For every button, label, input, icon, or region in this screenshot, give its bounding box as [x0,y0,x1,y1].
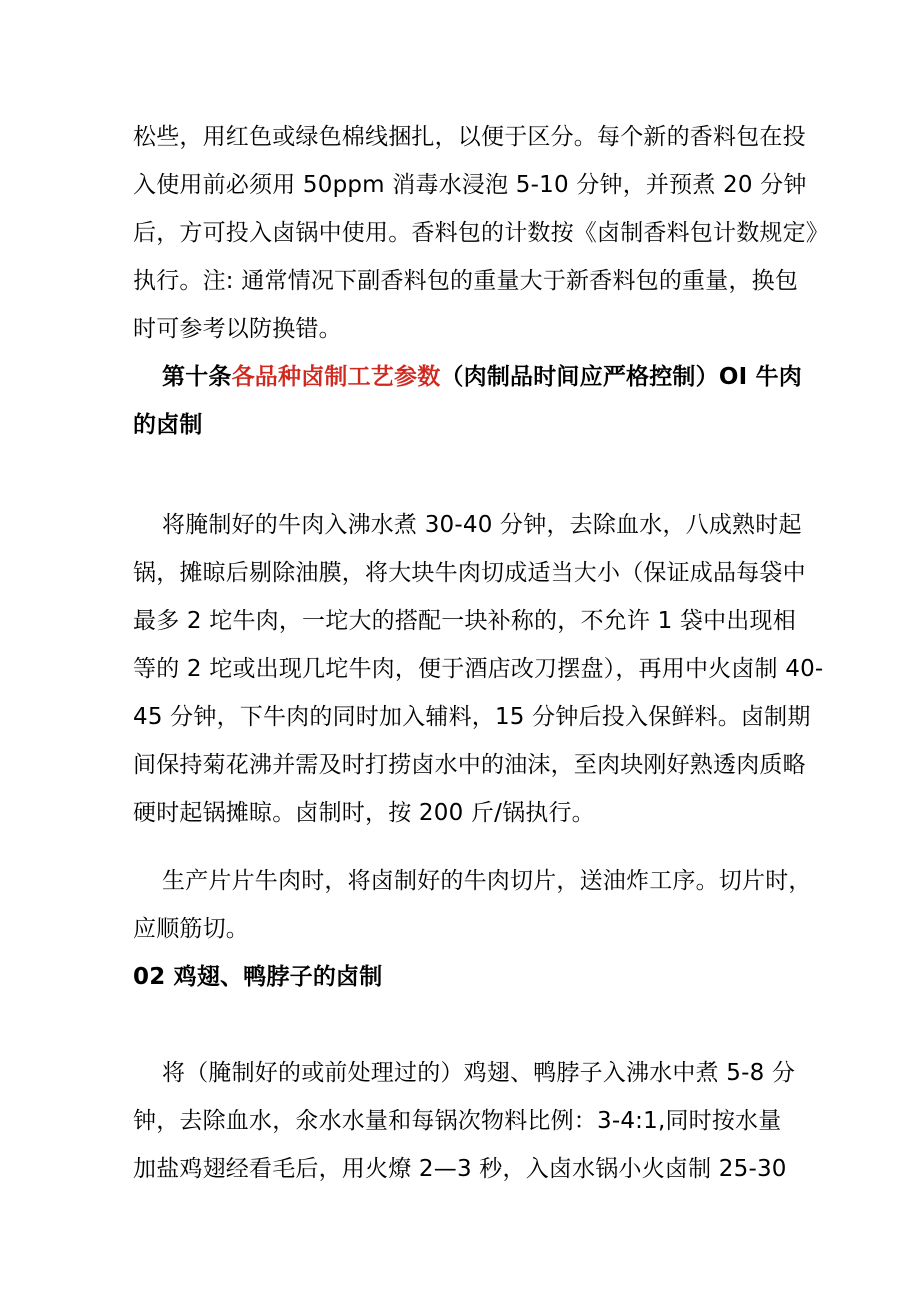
paragraph-line: 45 分钟，下牛肉的同时加入辅料，15 分钟后投入保鲜料。卤制期 [133,704,811,730]
paragraph-line: 间保持菊花沸并需及时打捞卤水中的油沫，至肉块刚好熟透肉质略 [133,752,806,778]
paragraph-line: 时可参考以防换错。 [133,316,342,342]
paragraph-line: 执行。注: 通常情况下副香料包的重量大于新香料包的重量，换包 [133,268,799,294]
paragraph-line: 松些，用红色或绿色棉线捆扎，以便于区分。每个新的香料包在投 [133,124,806,150]
paragraph-line: 生产片片牛肉时，将卤制好的牛肉切片，送油炸工序。切片时， [162,868,812,894]
paragraph-line: 最多 2 坨牛肉，一坨大的搭配一块补称的，不允许 1 袋中出现相 [133,608,796,634]
paragraph-line: 钟，去除血水，氽水水量和每锅次物料比例：3-4:1,同时按水量 [133,1108,782,1134]
paragraph-line: 加盐鸡翅经看毛后，用火燎 2—3 秒，入卤水锅小火卤制 25-30 [133,1156,787,1182]
paragraph-line: 后，方可投入卤锅中使用。香料包的计数按《卤制香料包计数规定》 [133,220,829,246]
section-heading: 02 鸡翅、鸭脖子的卤制 [133,964,383,990]
heading-prefix: 第十条 [162,364,232,390]
heading-highlight: 各品种卤制工艺参数 [231,364,441,390]
heading-suffix: （肉制品时间应严格控制）OI 牛肉 [440,364,802,390]
paragraph-line: 入使用前必须用 50ppm 消毒水浸泡 5-10 分钟，并预煮 20 分钟 [133,172,807,198]
paragraph-line: 应顺筋切。 [133,916,249,942]
paragraph-line: 等的 2 坨或出现几坨牛肉，便于酒店改刀摆盘），再用中火卤制 40- [133,656,824,682]
section-heading [162,361,802,393]
paragraph-line: 硬时起锅摊晾。卤制时，按 200 斤/锅执行。 [133,800,595,826]
paragraph-line: 锅，摊晾后剔除油膜，将大块牛肉切成适当大小（保证成品每袋中 [133,560,806,586]
section-heading-line2: 的卤制 [133,412,203,438]
paragraph-line: 将腌制好的牛肉入沸水煮 30-40 分钟，去除血水，八成熟时起 [162,512,802,538]
paragraph-line: 将（腌制好的或前处理过的）鸡翅、鸭脖子入沸水中煮 5-8 分 [162,1060,796,1086]
